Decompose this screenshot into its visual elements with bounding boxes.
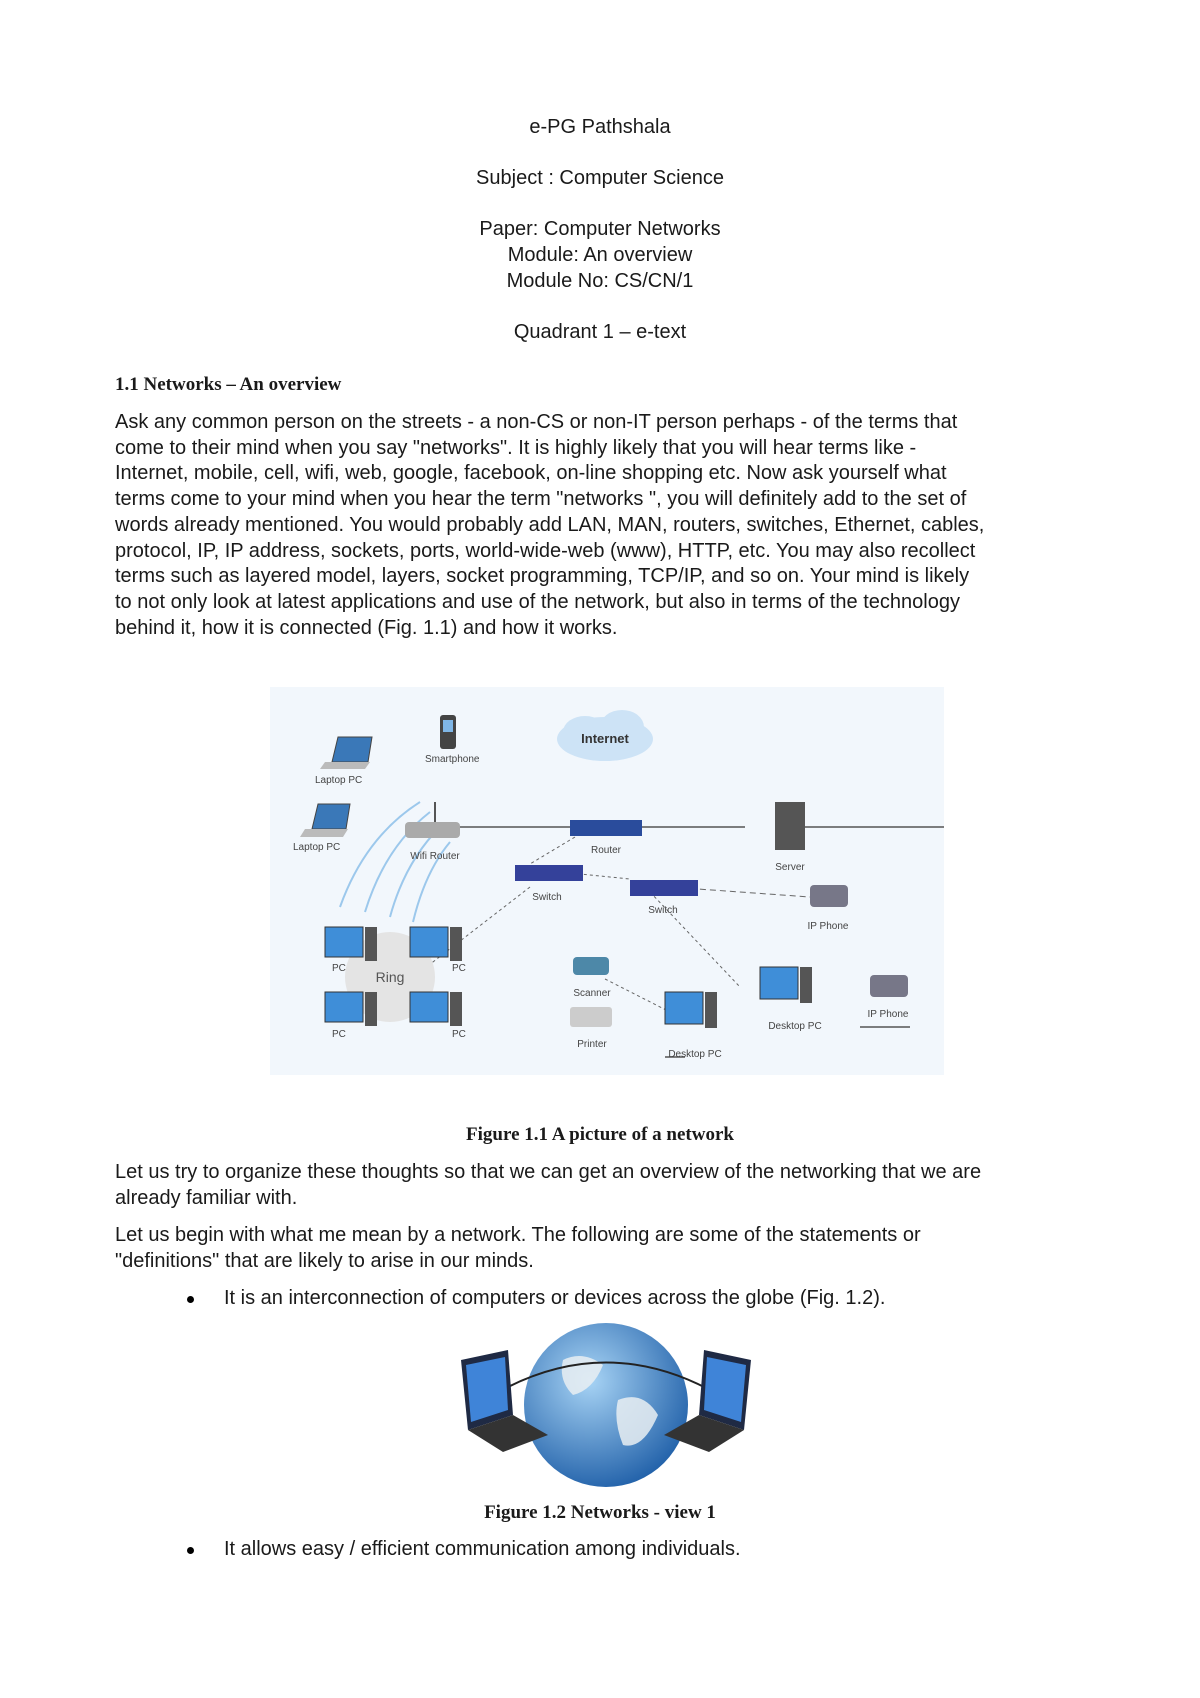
text-line: Let us begin with what me mean by a network. The following are some of the statements or <box>115 1224 921 1246</box>
server-icon <box>775 802 805 850</box>
bullet-icon <box>187 1296 194 1303</box>
globe-network-illustration <box>453 1320 759 1490</box>
bullet-icon <box>187 1547 194 1554</box>
label-ip-phone: IP Phone <box>807 921 849 932</box>
label-switch: Switch <box>648 905 678 916</box>
text-line: terms come to your mind when you hear the term "networks ", you will definitely add to the set of <box>115 488 967 511</box>
label-pc: PC <box>332 1029 346 1040</box>
intro-paragraph <box>115 410 984 641</box>
text-line: terms such as layered model, layers, socket programming, TCP/IP, and so on. Your mind is likely <box>115 565 970 588</box>
router-icon <box>570 820 642 836</box>
label-pc: PC <box>452 963 466 974</box>
bullet-item <box>188 1287 885 1310</box>
text-line: Let us try to organize these thoughts so that we can get an overview of the networking that we are <box>115 1161 982 1183</box>
doc-quadrant: Quadrant 1 – e-text <box>513 321 687 343</box>
text-line: protocol, IP, IP address, sockets, ports, world-wide-web (www), HTTP, etc. You may also recollect <box>115 539 976 562</box>
text-line: "definitions" that are likely to arise in our minds. <box>115 1249 534 1272</box>
text-line: Internet, mobile, cell, wifi, web, google, facebook, on-line shopping etc. Now ask yourself what <box>115 462 947 485</box>
section-heading: 1.1 Networks – An overview <box>115 374 342 395</box>
label-ring: Ring <box>375 969 405 985</box>
bullet-text: It is an interconnection of computers or devices across the globe (Fig. 1.2). <box>224 1287 886 1309</box>
scanner-icon <box>573 957 609 975</box>
doc-title: e-PG Pathshala <box>529 116 671 138</box>
text-line: to not only look at latest applications and use of the network, but also in terms of the technology <box>115 590 960 613</box>
label-desktop-pc: Desktop PC <box>668 1049 722 1060</box>
text-line: Ask any common person on the streets - a non-CS or non-IT person perhaps - of the terms that <box>115 411 958 433</box>
figure-2-caption: Figure 1.2 Networks - view 1 <box>484 1502 716 1523</box>
label-laptop: Laptop PC <box>315 775 363 786</box>
paragraph-2 <box>115 1160 981 1211</box>
doc-module-no: Module No: CS/CN/1 <box>506 270 694 292</box>
text-line: come to their mind when you say "networks". It is highly likely that you will hear terms like - <box>115 436 917 459</box>
label-pc: PC <box>452 1029 466 1040</box>
label-server: Server <box>775 862 805 873</box>
label-router: Router <box>590 845 622 856</box>
bullet-item <box>188 1538 741 1561</box>
switch-icon <box>630 880 698 896</box>
label-pc: PC <box>332 963 346 974</box>
globe-icon <box>524 1323 688 1487</box>
bullet-text: It allows easy / efficient communication among individuals. <box>224 1538 741 1560</box>
label-printer: Printer <box>577 1039 607 1050</box>
paragraph-3 <box>115 1223 921 1274</box>
label-switch: Switch <box>532 892 562 903</box>
label-scanner: Scanner <box>573 988 611 999</box>
ip-phone-icon <box>810 885 848 907</box>
desktop-pc-icon <box>665 992 703 1024</box>
label-desktop-pc: Desktop PC <box>768 1021 822 1032</box>
label-smartphone: Smartphone <box>425 754 480 765</box>
switch-icon <box>515 865 583 881</box>
text-line: already familiar with. <box>115 1186 298 1209</box>
text-line: words already mentioned. You would probably add LAN, MAN, routers, switches, Ethernet, cables, <box>115 513 985 536</box>
ip-phone-icon <box>870 975 908 997</box>
network-diagram <box>270 687 944 1075</box>
text-line: behind it, how it is connected (Fig. 1.1) and how it works. <box>115 616 618 639</box>
printer-icon <box>570 1007 612 1027</box>
figure-1-caption: Figure 1.1 A picture of a network <box>466 1124 734 1145</box>
doc-subject: Subject : Computer Science <box>476 167 724 189</box>
doc-paper: Paper: Computer Networks <box>479 218 721 240</box>
label-ip-phone: IP Phone <box>867 1009 909 1020</box>
label-wifi-router: Wifi Router <box>410 851 460 862</box>
label-internet: Internet <box>581 731 629 746</box>
label-laptop: Laptop PC <box>293 842 341 853</box>
desktop-pc-icon <box>760 967 798 999</box>
doc-module: Module: An overview <box>507 244 693 266</box>
